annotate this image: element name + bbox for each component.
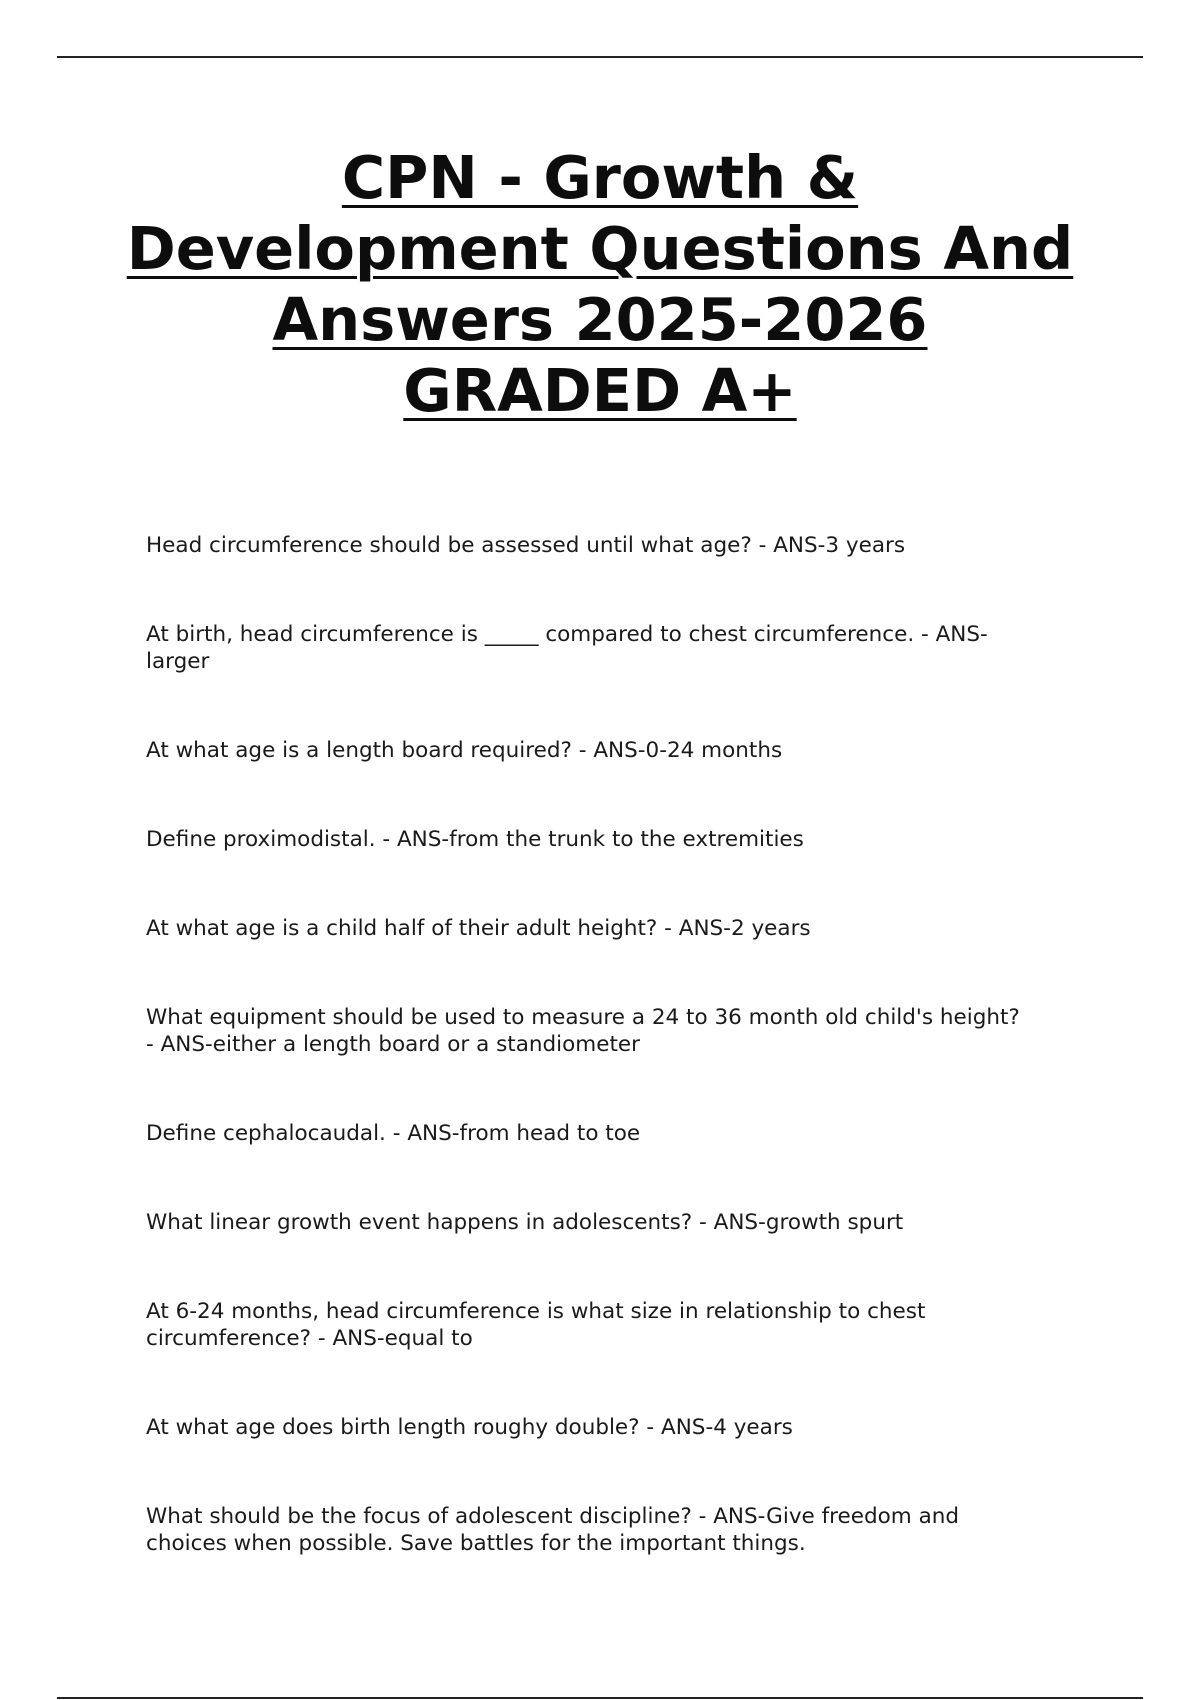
qa-item: Define cephalocaudal. - ANS-from head to toe <box>146 1121 641 1146</box>
qa-item: At what age is a child half of their adult height? - ANS-2 years <box>146 916 811 941</box>
title-line: Answers 2025-2026 <box>272 285 928 354</box>
qa-item: Define proximodistal. - ANS-from the trunk to the extremities <box>146 827 804 852</box>
qa-item: At what age does birth length roughy double? - ANS-4 years <box>146 1415 793 1440</box>
qa-item: What equipment should be used to measure a 24 to 36 month old child's height? - ANS-either a length board or a standiometer <box>146 1005 1020 1057</box>
qa-item: What linear growth event happens in adolescents? - ANS-growth spurt <box>146 1210 904 1235</box>
bottom-divider <box>57 1697 1143 1699</box>
title-line: GRADED A+ <box>403 356 797 425</box>
qa-item: At 6-24 months, head circumference is what size in relationship to chest circumference? - ANS-equal to <box>146 1299 926 1351</box>
title-line: CPN - Growth & <box>341 143 859 212</box>
qa-item: At birth, head circumference is _____ compared to chest circumference. - ANS- larger <box>146 622 988 674</box>
document-title <box>100 142 1100 426</box>
qa-item: What should be the focus of adolescent discipline? - ANS-Give freedom and choices when possible. Save battles for the important things. <box>146 1504 960 1556</box>
qa-item: At what age is a length board required? - ANS-0-24 months <box>146 738 783 763</box>
top-divider <box>57 56 1143 58</box>
title-line: Development Questions And <box>126 214 1074 283</box>
qa-item: Head circumference should be assessed until what age? - ANS-3 years <box>146 533 906 558</box>
question-answer-list <box>146 532 1066 1619</box>
